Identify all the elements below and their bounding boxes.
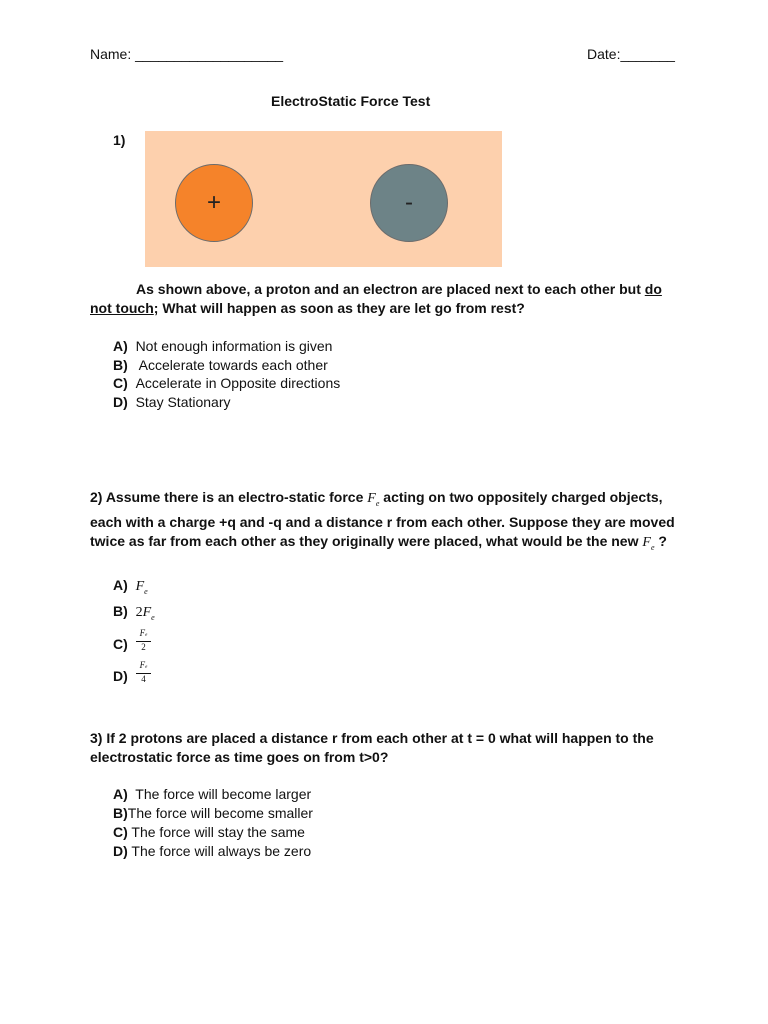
- q2-stem-line1: 2) Assume there is an electro-static force $F_e$ acting on two oppositely charged objects,: [90, 489, 663, 508]
- q1-option-b[interactable]: B) Accelerate towards each other: [113, 357, 328, 373]
- q1-option-a[interactable]: A) Not enough information is given: [113, 338, 333, 354]
- page-title: ElectroStatic Force Test: [271, 93, 431, 109]
- q2-stem-line2: each with a charge +q and -q and a distance r from each other. Suppose they are moved: [90, 514, 675, 530]
- q3-stem-line1: 3) If 2 protons are placed a distance r from each other at t = 0 what will happen to the: [90, 730, 654, 746]
- q1-number: 1): [113, 132, 126, 148]
- force-symbol: $F_e$: [642, 535, 655, 552]
- q3-option-b[interactable]: B)The force will become smaller: [113, 805, 313, 821]
- date-field-label: Date:_______: [587, 46, 675, 62]
- name-field-label: Name: ___________________: [90, 46, 284, 62]
- plus-symbol: +: [206, 189, 221, 216]
- q2-option-a[interactable]: A) $F_e$: [113, 577, 148, 596]
- q2-stem-line3: twice as far from each other as they originally were placed, what would be the new $F_e$ ?: [90, 533, 667, 552]
- q1-option-d[interactable]: D) Stay Stationary: [113, 394, 231, 410]
- q1-stem-line1: As shown above, a proton and an electron are placed next to each other but do: [136, 281, 662, 297]
- q2-option-d-fraction: Fe 4: [136, 660, 151, 685]
- charges-diagram: [145, 131, 502, 267]
- proton-circle: [175, 164, 253, 242]
- q3-stem-line2: electrostatic force as time goes on from t>0?: [90, 749, 389, 765]
- q3-option-d[interactable]: D) The force will always be zero: [113, 843, 312, 859]
- q1-stem-line2: not touch; What will happen as soon as they are let go from rest?: [90, 300, 525, 316]
- q3-option-a[interactable]: A) The force will become larger: [113, 786, 312, 802]
- electron-circle: [370, 164, 448, 242]
- q2-option-c-fraction: Fe 2: [136, 628, 151, 653]
- q2-option-d[interactable]: D): [113, 668, 128, 684]
- q1-option-c[interactable]: C) Accelerate in Opposite directions: [113, 375, 341, 391]
- q3-option-c[interactable]: C) The force will stay the same: [113, 824, 305, 840]
- force-symbol: $F_e$: [367, 491, 380, 508]
- minus-symbol: -: [405, 189, 413, 216]
- q2-option-c[interactable]: C): [113, 636, 128, 652]
- q2-option-b[interactable]: B) $2F_e$: [113, 603, 155, 622]
